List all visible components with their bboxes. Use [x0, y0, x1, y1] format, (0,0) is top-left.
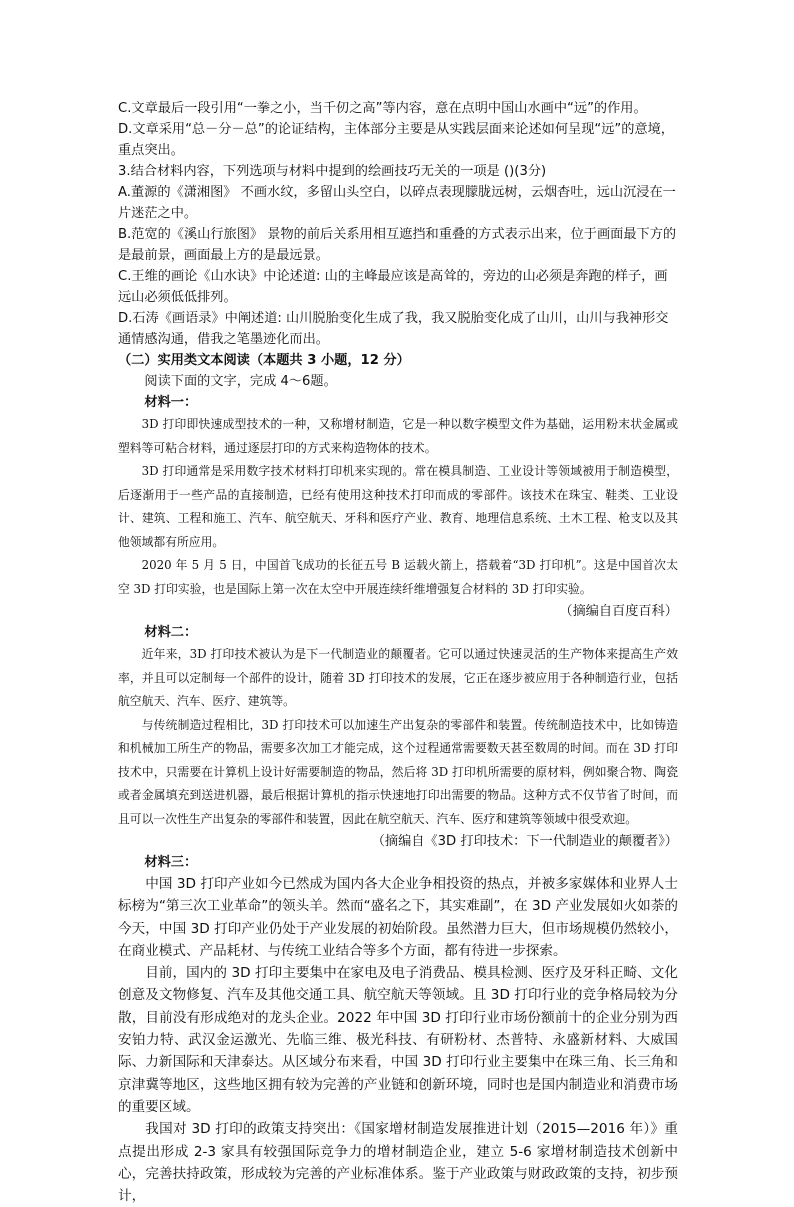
material-3-paragraph-1: 中国 3D 打印产业如今已然成为国内各大企业争相投资的热点，并被多家媒体和业界人士标榜为“第三次工业革命”的领头羊。然而“盛名之下，其实难副”，在 3D 产业发展如火如荼的今天，中国 3D 打印产业仍处于产业发展的初始阶段。虽然潜力巨大，但市场规模仍然较小，在商业模式、产品耗材、与传统工业结合等多个方面，都有待进一步探索。	[118, 876, 678, 959]
material-1-source: （摘编自百度百科）	[559, 604, 678, 619]
section-2-instruction: 阅读下面的文字，完成 4～6题。	[144, 374, 337, 389]
question-3: 3.结合材料内容，下列选项与材料中提到的绘画技巧无关的一项是 ()(3分)	[118, 164, 547, 179]
material-3-label: 材料三：	[144, 855, 198, 870]
material-2-paragraph-2: 与传统制造过程相比，3D 打印技术可以加速生产出复杂的零部件和装置。传统制造技术中，比如铸造和机械加工所生产的物品，需要多次加工才能完成，这个过程通常需要数天甚至数周的时间。而在 3D 打印技术中，只需要在计算机上设计好需要制造的物品，然后将 3D 打印机所需要的原材料，例如聚合物、陶瓷或者金属填充到送进机器，最后根据计算机的指示快速地打印出需要的物品。这种方式不仅节省了时间，而且可以一次性生产出复杂的零部件和装置，因此在航空航天、汽车、医疗和建筑等领域中很受欢迎。	[118, 717, 678, 826]
exam-page	[118, 98, 678, 1207]
material-3-paragraph-3: 我国对 3D 打印的政策支持突出：《国家增材制造发展推进计划（2015—2016 年）》重点提出形成 2-3 家具有较强国际竞争力的增材制造企业，建立 5-6 家增材制造技术创新中心，完善扶持政策，形成较为完善的产业标准体系。鉴于产业政策与财政政策的支持，初步预计，	[118, 1121, 678, 1205]
material-1-paragraph-3: 2020 年 5 月 5 日，中国首飞成功的长征五号 B 运载火箭上，搭载着“3D 打印机”。这是中国首次太空 3D 打印实验，也是国际上第一次在太空中开展连续纤维增强复合材料的 3D 打印实验。	[118, 558, 678, 596]
material-2-label: 材料二：	[144, 625, 198, 640]
option-d-statement: D.文章采用“总－分－总”的论证结构，主体部分主要是从实践层面来论述如何呈现“远”的意境，重点突出。	[118, 122, 674, 158]
option-c-statement: C.文章最后一段引用“一拳之小，当千仞之高”等内容，意在点明中国山水画中“远”的作用。	[118, 101, 647, 116]
material-1-paragraph-2: 3D 打印通常是采用数字技术材料打印机来实现的。常在模具制造、工业设计等领域被用于制造模型，后逐渐用于一些产品的直接制造，已经有使用这种技术打印而成的零部件。该技术在珠宝、鞋类、工业设计、建筑、工程和施工、汽车、航空航天、牙科和医疗产业、教育、地理信息系统、土木工程、枪支以及其他领域都有所应用。	[118, 464, 678, 549]
question-3-option-b: B.范宽的《溪山行旅图》 景物的前后关系用相互遮挡和重叠的方式表示出来，位于画面最下方的是最前景，画面最上方的是最远景。	[118, 227, 677, 263]
section-2-heading: （二）实用类文本阅读（本题共 3 小题，12 分）	[118, 353, 410, 368]
material-1-paragraph-1: 3D 打印即快速成型技术的一种，又称增材制造，它是一种以数字模型文件为基础，运用粉末状金属或塑料等可粘合材料，通过逐层打印的方式来构造物体的技术。	[118, 417, 678, 455]
material-3-paragraph-2: 目前，国内的 3D 打印主要集中在家电及电子消费品、模具检测、医疗及牙科正畸、文化创意及文物修复、汽车及其他交通工具、航空航天等领域。且 3D 打印行业的竞争格局较为分散，目前没有形成绝对的龙头企业。2022 年中国 3D 打印行业市场份额前十的企业分别为西安铂力特、武汉金运激光、先临三维、极光科技、有研粉材、杰普特、永盛新材料、大威国际、力新国际和天津泰达。从区域分布来看，中国 3D 打印行业主要集中在珠三角、长三角和京津冀等地区，这些地区拥有较为完善的产业链和创新环境，同时也是国内制造业和消费市场的重要区域。	[118, 965, 678, 1115]
material-1-label: 材料一：	[144, 395, 198, 410]
question-3-option-c: C.王维的画论《山水诀》中论述道: 山的主峰最应该是高耸的，旁边的山必须是奔跑的样子，画远山必须低低排列。	[118, 269, 668, 305]
material-2-paragraph-1: 近年来，3D 打印技术被认为是下一代制造业的颠覆者。它可以通过快速灵活的生产物体来提高生产效率，并且可以定制每一个部件的设计，随着 3D 打印技术的发展，它正在逐步被应用于各种制造行业，包括航空航天、汽车、医疗、建筑等。	[118, 647, 678, 708]
material-2-source: （摘编自《3D 打印技术：下一代制造业的颠覆者》）	[371, 834, 678, 849]
question-3-option-a: A.董源的《潇湘图》 不画水纹，多留山头空白，以碎点表现朦胧远树，云烟杳吐，远山沉浸在一片迷茫之中。	[118, 185, 676, 221]
question-3-option-d: D.石涛《画语录》中阐述道: 山川脱胎变化生成了我，我又脱胎变化成了山川，山川与我神形交通情感沟通，借我之笔墨迹化而出。	[118, 311, 669, 347]
